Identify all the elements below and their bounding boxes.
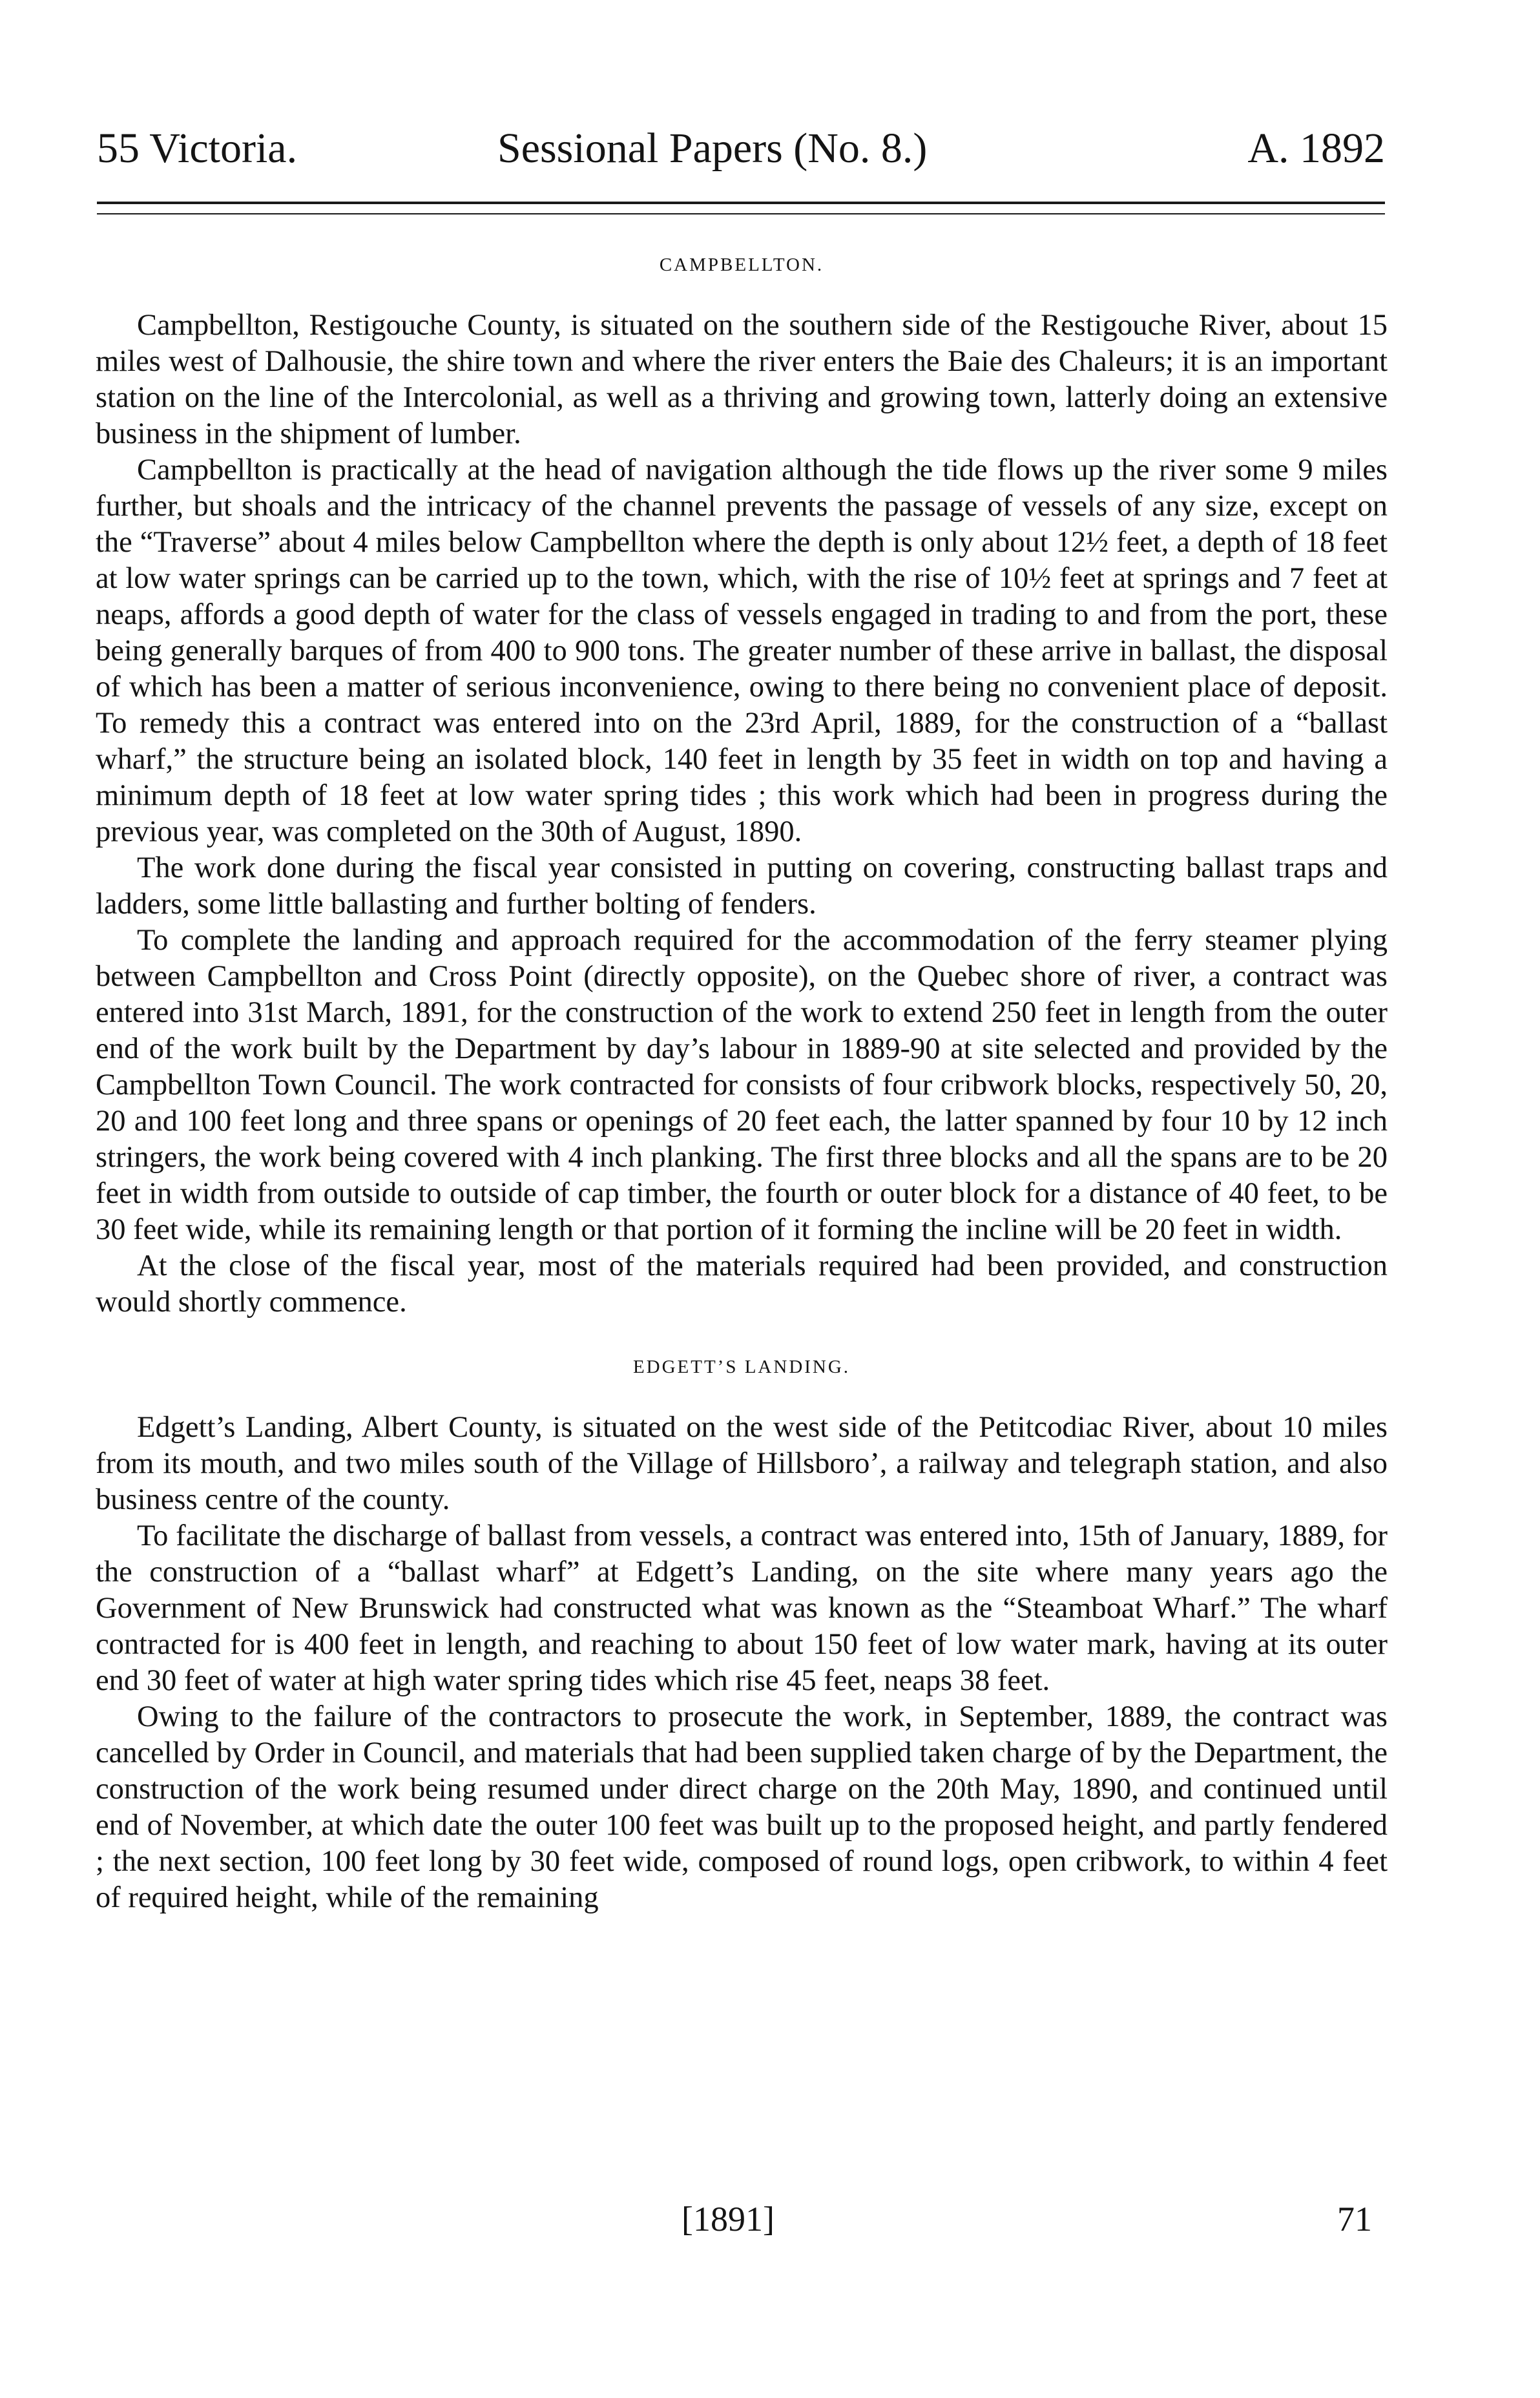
paragraph: Campbellton, Restigouche County, is situated on the southern side of the Restigouche River, about 15 miles west of Dalhousie, the shire town and where the river enters the Baie des Chaleurs; it is an important station on the line of the Intercolonial, as well as a thriving and growing town, latterly doing an extensive business in the shipment of lumber. xyxy=(96,309,1388,450)
section-heading-campbellton: CAMPBELLTON. xyxy=(659,255,824,275)
page-number: 71 xyxy=(1337,2200,1372,2238)
header-year: A. 1892 xyxy=(1247,125,1385,172)
footer-year: [1891] xyxy=(682,2200,775,2238)
paragraph: At the close of the fiscal year, most of the materials required had been provided, and construction would shortly commence. xyxy=(96,1249,1388,1319)
header-volume: 55 Victoria. xyxy=(97,125,298,172)
header-rule-thin xyxy=(97,213,1385,214)
paragraph: To complete the landing and approach required for the accommodation of the ferry steamer plying between Campbellton and Cross Point (directly opposite), on the Quebec shore of river, a contract was entered into 31st March, 1891, for the construction of the work to extend 250 feet in length from the outer end of the work built by the Department by day’s labour in 1889-90 at site selected and provided by the Campbellton Town Council. The work contracted for consists of four cribwork blocks, respectively 50, 20, 20 and 100 feet long and three spans or openings of 20 feet each, the latter spanned by four 10 by 12 inch stringers, the work being covered with 4 inch planking. The first three blocks and all the spans are to be 20 feet in width from outside to outside of cap timber, the fourth or outer block for a distance of 40 feet, to be 30 feet wide, while its remaining length or that portion of it forming the incline will be 20 feet in width. xyxy=(96,924,1388,1246)
running-head xyxy=(97,123,1385,174)
paragraph: Campbellton is practically at the head of navigation although the tide flows up the river some 9 miles further, but shoals and the intricacy of the channel prevents the passage of vessels of any size, except on the “Traverse” about 4 miles below Campbellton where the depth is only about 12½ feet, a depth of 18 feet at low water springs can be carried up to the town, which, with the rise of 10½ feet at springs and 7 feet at neaps, affords a good depth of water for the class of vessels engaged in trading to and from the port, these being generally barques of from 400 to 900 tons. The greater number of these arrive in ballast, the disposal of which has been a matter of serious inconvenience, owing to there being no convenient place of deposit. To remedy this a contract was entered into on the 23rd April, 1889, for the construction of a “ballast wharf,” the structure being an isolated block, 140 feet in length by 35 feet in width on top and having a minimum depth of 18 feet at low water spring tides ; this work which had been in progress during the previous year, was completed on the 30th of August, 1890. xyxy=(96,454,1388,848)
header-title: Sessional Papers (No. 8.) xyxy=(497,125,928,172)
paragraph: Owing to the failure of the contractors to prosecute the work, in September, 1889, the contract was cancelled by Order in Council, and materials that had been supplied taken charge of by the Department, the construction of the work being resumed under direct charge on the 20th May, 1890, and continued until end of November, at which date the outer 100 feet was built up to the proposed height, and partly fendered ; the next section, 100 feet long by 30 feet wide, composed of round logs, open cribwork, to within 4 feet of required height, while of the remaining xyxy=(96,1700,1388,1914)
section-heading-edgetts-landing: EDGETT’S LANDING. xyxy=(632,1357,851,1377)
page-footer xyxy=(97,2196,1385,2242)
body-text xyxy=(96,252,1388,1916)
paragraph: The work done during the fiscal year consisted in putting on covering, constructing ballast traps and ladders, some little ballasting and further bolting of fenders. xyxy=(96,851,1388,921)
header-rule-thick xyxy=(97,202,1385,204)
paragraph: Edgett’s Landing, Albert County, is situated on the west side of the Petitcodiac River, about 10 miles from its mouth, and two miles south of the Village of Hillsboro’, a railway and telegraph station, and also business centre of the county. xyxy=(96,1411,1388,1516)
paragraph: To facilitate the discharge of ballast from vessels, a contract was entered into, 15th of January, 1889, for the construction of a “ballast wharf” at Edgett’s Landing, on the site where many years ago the Government of New Brunswick had constructed what was known as the “Steamboat Wharf.” The wharf contracted for is 400 feet in length, and reaching to about 150 feet of low water mark, having at its outer end 30 feet of water at high water spring tides which rise 45 feet, neaps 38 feet. xyxy=(96,1519,1388,1697)
